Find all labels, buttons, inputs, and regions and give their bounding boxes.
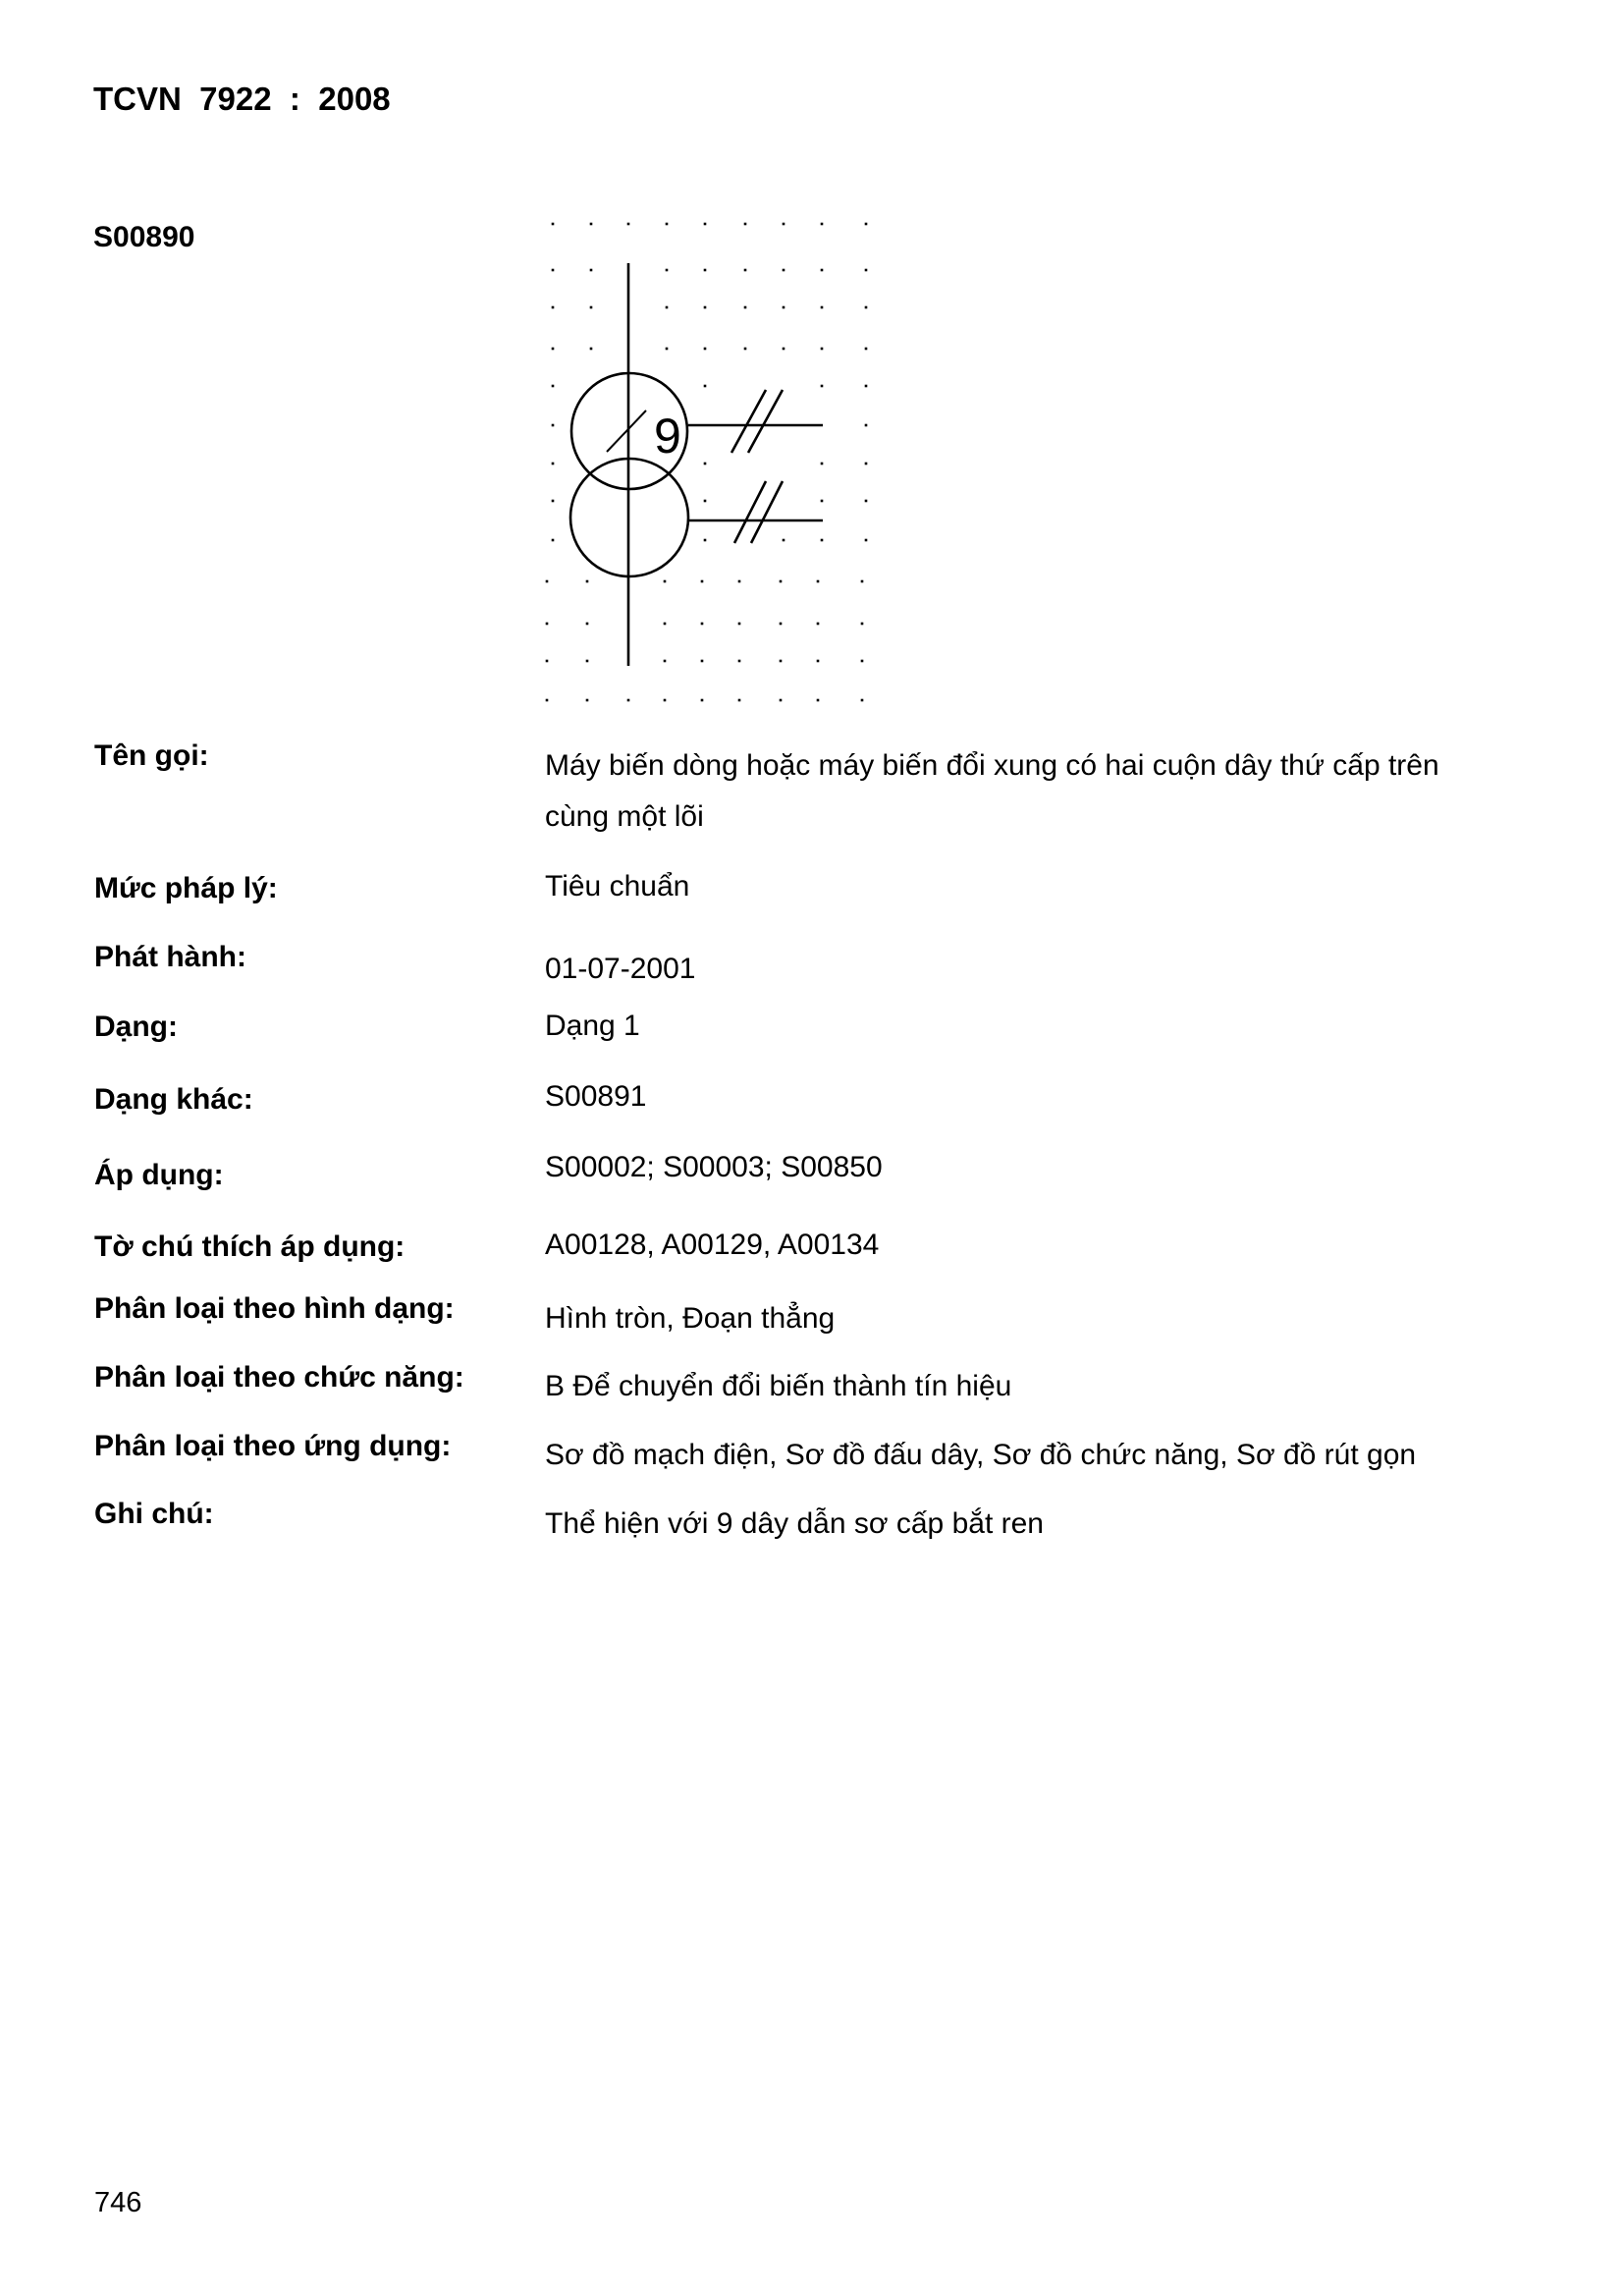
grid-dot	[586, 699, 589, 702]
grid-dot	[861, 660, 864, 663]
grid-dot	[821, 348, 824, 351]
grid-dot	[664, 660, 667, 663]
grid-dot	[865, 223, 868, 226]
grid-dot	[664, 699, 667, 702]
grid-dot	[780, 699, 783, 702]
grid-dot	[590, 348, 593, 351]
grid-dot	[861, 580, 864, 583]
grid-dot	[552, 539, 555, 542]
grid-dot	[821, 269, 824, 272]
grid-dot	[783, 348, 785, 351]
grid-dot	[552, 348, 555, 351]
grid-dot	[780, 660, 783, 663]
grid-dot	[701, 580, 704, 583]
grid-dot	[783, 306, 785, 309]
grid-dot	[586, 623, 589, 626]
grid-dot	[552, 424, 555, 427]
grid-dot	[821, 500, 824, 503]
field-value-note: Thể hiện với 9 dây dẫn sơ cấp bắt ren	[545, 1507, 1044, 1540]
grid-dot	[701, 699, 704, 702]
grid-dot	[552, 500, 555, 503]
grid-dot	[783, 539, 785, 542]
grid-dot	[552, 223, 555, 226]
grid-dot	[738, 623, 741, 626]
field-value-applies: S00002; S00003; S00850	[545, 1151, 883, 1183]
grid-dot	[704, 539, 707, 542]
conductor-tick-2a	[734, 481, 766, 543]
grid-dot	[783, 269, 785, 272]
grid-dot	[704, 385, 707, 388]
grid-dot	[552, 385, 555, 388]
grid-dot	[821, 539, 824, 542]
grid-dot	[821, 463, 824, 465]
field-value-application-class: Sơ đồ mạch điện, Sơ đồ đấu dây, Sơ đồ chức năng, Sơ đồ rút gọn	[545, 1439, 1417, 1471]
grid-dot	[744, 306, 747, 309]
grid-dot	[744, 269, 747, 272]
grid-dot	[704, 269, 707, 272]
field-value-legal-level: Tiêu chuẩn	[545, 870, 690, 902]
grid-dot	[666, 223, 669, 226]
conductor-tick-1b	[748, 390, 783, 453]
symbol-diagram	[530, 206, 893, 717]
symbol-code: S00890	[93, 221, 195, 253]
field-label-applies: Áp dụng:	[94, 1159, 224, 1191]
grid-dot	[865, 463, 868, 465]
grid-dot	[666, 348, 669, 351]
grid-dot	[738, 580, 741, 583]
field-value-form: Dạng 1	[545, 1010, 640, 1042]
grid-dot	[783, 223, 785, 226]
grid-dot	[586, 660, 589, 663]
conductor-tick-1a	[731, 390, 766, 453]
field-label-annotation-sheets: Tờ chú thích áp dụng:	[94, 1230, 406, 1263]
field-value-annotation-sheets: A00128, A00129, A00134	[545, 1229, 880, 1261]
grid-dot	[704, 500, 707, 503]
grid-dot	[865, 539, 868, 542]
grid-dot	[865, 500, 868, 503]
grid-dot	[546, 699, 549, 702]
grid-dot	[552, 463, 555, 465]
grid-dot	[817, 660, 820, 663]
grid-dot	[780, 580, 783, 583]
grid-dot	[821, 385, 824, 388]
field-label-note: Ghi chú:	[94, 1498, 214, 1530]
grid-dot	[590, 223, 593, 226]
field-label-function-class: Phân loại theo chức năng:	[94, 1361, 464, 1394]
field-label-issued: Phát hành:	[94, 941, 246, 973]
dot-grid	[546, 223, 868, 702]
grid-dot	[865, 385, 868, 388]
grid-dot	[744, 223, 747, 226]
grid-dot	[701, 623, 704, 626]
grid-dot	[546, 660, 549, 663]
grid-dot	[821, 306, 824, 309]
field-label-shape-class: Phân loại theo hình dạng:	[94, 1292, 455, 1325]
grid-dot	[861, 623, 864, 626]
field-value-other-form: S00891	[545, 1080, 647, 1113]
field-label-legal-level: Mức pháp lý:	[94, 872, 278, 904]
field-label-form: Dạng:	[94, 1011, 178, 1043]
field-value-issued: 01-07-2001	[545, 953, 696, 985]
grid-dot	[627, 223, 630, 226]
grid-dot	[546, 580, 549, 583]
standard-title: TCVN 7922 : 2008	[93, 81, 391, 117]
turns-count-label: 9	[654, 409, 681, 464]
grid-dot	[738, 699, 741, 702]
grid-dot	[701, 660, 704, 663]
field-value-shape-class: Hình tròn, Đoạn thẳng	[545, 1302, 836, 1335]
grid-dot	[590, 306, 593, 309]
grid-dot	[817, 580, 820, 583]
field-value-function-class: B Để chuyển đổi biến thành tín hiệu	[545, 1370, 1012, 1402]
grid-dot	[627, 699, 630, 702]
grid-dot	[552, 269, 555, 272]
field-value-name: Máy biến dòng hoặc máy biến đổi xung có hai cuộn dây thứ cấp trên cùng một lõi	[545, 749, 1439, 833]
grid-dot	[821, 223, 824, 226]
grid-dot	[865, 348, 868, 351]
grid-dot	[664, 580, 667, 583]
grid-dot	[664, 623, 667, 626]
grid-dot	[865, 306, 868, 309]
grid-dot	[704, 223, 707, 226]
grid-dot	[666, 306, 669, 309]
grid-dot	[546, 623, 549, 626]
grid-dot	[865, 269, 868, 272]
grid-dot	[865, 424, 868, 427]
grid-dot	[744, 348, 747, 351]
field-label-other-form: Dạng khác:	[94, 1083, 253, 1116]
grid-dot	[817, 699, 820, 702]
grid-dot	[780, 623, 783, 626]
grid-dot	[704, 306, 707, 309]
grid-dot	[590, 269, 593, 272]
grid-dot	[817, 623, 820, 626]
field-label-application-class: Phân loại theo ứng dụng:	[94, 1430, 452, 1462]
transformer-symbol	[570, 263, 823, 666]
grid-dot	[552, 306, 555, 309]
grid-dot	[738, 660, 741, 663]
grid-dot	[861, 699, 864, 702]
grid-dot	[704, 463, 707, 465]
field-label-name: Tên gọi:	[94, 739, 209, 772]
conductor-tick-2b	[751, 481, 783, 543]
grid-dot	[586, 580, 589, 583]
grid-dot	[704, 348, 707, 351]
primary-turns-slash	[607, 410, 646, 452]
grid-dot	[666, 269, 669, 272]
page-number: 746	[94, 2187, 142, 2218]
